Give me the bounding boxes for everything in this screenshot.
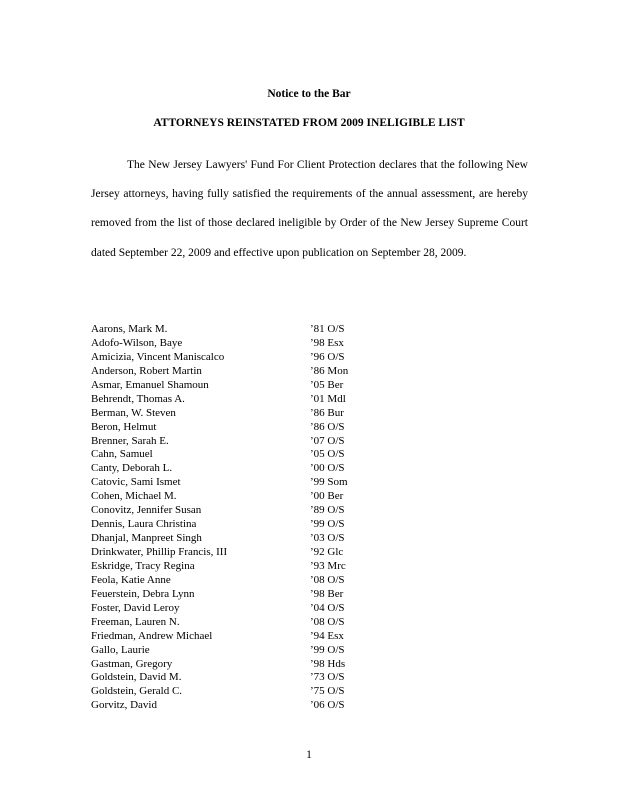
attorney-name: Behrendt, Thomas A. [91,392,185,405]
list-item [91,462,471,476]
admission-year-county: ’93 Mrc [310,559,346,572]
notice-body-paragraph: The New Jersey Lawyers' Fund For Client Protection declares that the following New Jersey attorneys, having fully satisfied the requirements of the annual assessment, are hereby removed from the list of those declared ineligible by Order of the New Jersey Supreme Court dated September 22, 2009 and effective upon publication on September 28, 2009. [91,159,528,259]
admission-year-county: ’98 Ber [310,587,344,600]
list-item [91,365,471,379]
list-item [91,588,471,602]
list-title: ATTORNEYS REINSTATED FROM 2009 INELIGIBLE LIST [153,117,465,129]
page-number: 1 [306,749,312,761]
admission-year-county: ’89 O/S [310,504,345,517]
attorney-name: Feuerstein, Debra Lynn [91,587,195,600]
attorney-name: Dennis, Laura Christina [91,518,197,531]
list-item [91,435,471,449]
list-item [91,546,471,560]
list-item [91,337,471,351]
admission-year-county: ’99 Som [310,476,348,489]
admission-year-county: ’08 O/S [310,615,345,628]
attorney-name: Gallo, Laurie [91,643,150,656]
list-item [91,630,471,644]
admission-year-county: ’05 O/S [310,448,345,461]
admission-year-county: ’01 Mdl [310,392,346,405]
list-item [91,532,471,546]
attorney-name: Conovitz, Jennifer Susan [91,504,202,517]
attorney-name: Brenner, Sarah E. [91,434,169,447]
admission-year-county: ’00 O/S [310,462,345,475]
admission-year-county: ’08 O/S [310,573,345,586]
attorney-name: Adofo-Wilson, Baye [91,336,183,349]
attorney-list [91,323,471,713]
attorney-name: Beron, Helmut [91,420,157,433]
attorney-name: Dhanjal, Manpreet Singh [91,532,202,545]
attorney-name: Canty, Deborah L. [91,462,173,475]
admission-year-county: ’99 O/S [310,518,345,531]
list-item [91,602,471,616]
list-item [91,699,471,713]
admission-year-county: ’04 O/S [310,601,345,614]
list-item [91,490,471,504]
admission-year-county: ’06 O/S [310,699,345,712]
admission-year-county: ’05 Ber [310,378,344,391]
list-item [91,504,471,518]
list-item [91,421,471,435]
admission-year-county: ’86 O/S [310,420,345,433]
list-item [91,644,471,658]
attorney-name: Catovic, Sami Ismet [91,476,181,489]
list-item [91,518,471,532]
admission-year-county: ’96 O/S [310,350,345,363]
attorney-name: Gastman, Gregory [91,657,173,670]
admission-year-county: ’81 O/S [310,323,345,335]
admission-year-county: ’94 Esx [310,629,344,642]
list-item [91,448,471,462]
list-item [91,476,471,490]
admission-year-county: ’98 Esx [310,336,344,349]
attorney-name: Berman, W. Steven [91,406,176,419]
attorney-name: Freeman, Lauren N. [91,615,180,628]
admission-year-county: ’00 Ber [310,490,344,503]
list-item [91,560,471,574]
list-item [91,351,471,365]
admission-year-county: ’92 Glc [310,546,344,558]
attorney-name: Friedman, Andrew Michael [91,629,213,642]
attorney-name: Eskridge, Tracy Regina [91,559,195,572]
attorney-name: Drinkwater, Phillip Francis, III [91,546,228,558]
list-item [91,671,471,685]
admission-year-county: ’75 O/S [310,685,345,698]
list-item [91,407,471,421]
attorney-name: Cohen, Michael M. [91,490,177,503]
attorney-name: Goldstein, David M. [91,671,182,684]
list-item [91,323,471,337]
admission-year-county: ’03 O/S [310,532,345,545]
admission-year-county: ’86 Mon [310,364,349,377]
list-item [91,379,471,393]
attorney-name: Cahn, Samuel [91,448,153,461]
list-item [91,658,471,672]
attorney-name: Anderson, Robert Martin [91,364,202,377]
admission-year-county: ’98 Hds [310,657,346,670]
notice-title: Notice to the Bar [267,88,351,100]
attorney-name: Feola, Katie Anne [91,573,171,586]
attorney-name: Foster, David Leroy [91,601,180,614]
attorney-name: Goldstein, Gerald C. [91,685,183,698]
list-item [91,685,471,699]
list-item [91,393,471,407]
attorney-name: Aarons, Mark M. [91,323,168,335]
attorney-name: Asmar, Emanuel Shamoun [91,378,209,391]
attorney-name: Gorvitz, David [91,699,157,712]
admission-year-county: ’07 O/S [310,434,345,447]
admission-year-county: ’86 Bur [310,406,344,419]
list-item [91,616,471,630]
list-item [91,574,471,588]
admission-year-county: ’73 O/S [310,671,345,684]
attorney-name: Amicizia, Vincent Maniscalco [91,350,225,363]
admission-year-county: ’99 O/S [310,643,345,656]
